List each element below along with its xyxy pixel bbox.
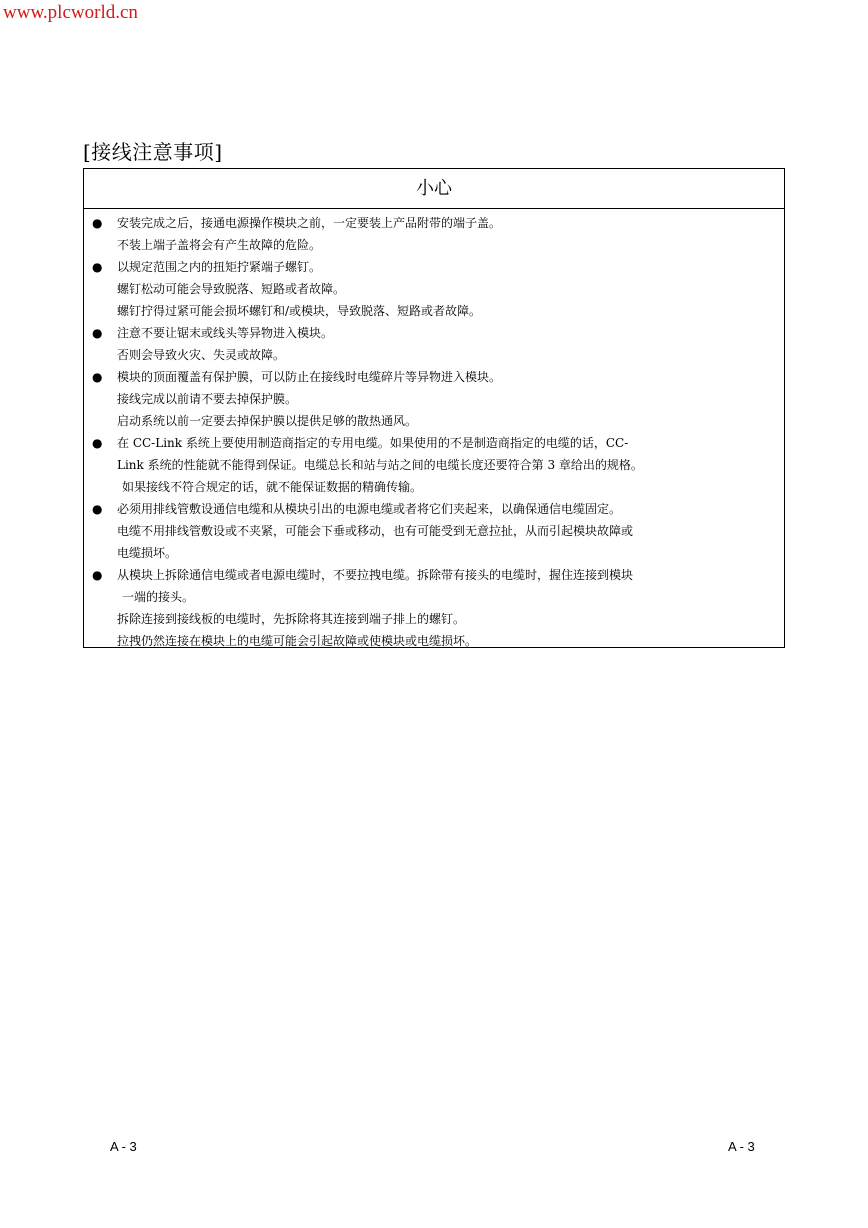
caution-line: 必须用排线管敷设通信电缆和从模块引出的电源电缆或者将它们夹起来，以确保通信电缆固定。 bbox=[117, 502, 622, 516]
bullet-icon: ● bbox=[92, 370, 103, 384]
caution-line: 从模块上拆除通信电缆或者电源电缆时，不要拉拽电缆。拆除带有接头的电缆时，握住连接到模块 bbox=[117, 568, 634, 582]
caution-line: 注意不要让锯末或线头等异物进入模块。 bbox=[117, 326, 334, 340]
caution-item bbox=[92, 432, 776, 498]
page-number-left: A - 3 bbox=[110, 1139, 137, 1154]
caution-item bbox=[92, 322, 776, 366]
caution-line: 以规定范围之内的扭矩拧紧端子螺钉。 bbox=[117, 260, 322, 274]
caution-line: 拆除连接到接线板的电缆时，先拆除将其连接到端子排上的螺钉。 bbox=[117, 612, 466, 626]
bullet-icon: ● bbox=[92, 502, 103, 516]
bullet-icon: ● bbox=[92, 216, 103, 230]
caution-item bbox=[92, 564, 776, 652]
caution-line: Link 系统的性能就不能得到保证。电缆总长和站与站之间的电缆长度还要符合第 3 章给出的规格。 bbox=[117, 458, 643, 472]
caution-line: 如果接线不符合规定的话，就不能保证数据的精确传输。 bbox=[122, 480, 423, 494]
bullet-icon: ● bbox=[92, 326, 103, 340]
bullet-icon: ● bbox=[92, 436, 103, 450]
caution-line: 螺钉拧得过紧可能会损坏螺钉和/或模块，导致脱落、短路或者故障。 bbox=[117, 304, 482, 318]
caution-line: 电缆损坏。 bbox=[117, 546, 178, 560]
bullet-icon: ● bbox=[92, 260, 103, 274]
caution-line: 螺钉松动可能会导致脱落、短路或者故障。 bbox=[117, 282, 346, 296]
caution-header: 小心 bbox=[84, 169, 784, 209]
caution-line: 电缆不用排线管敷设或不夹紧，可能会下垂或移动，也有可能受到无意拉扯，从而引起模块故障或 bbox=[117, 524, 634, 538]
caution-item bbox=[92, 256, 776, 322]
caution-box bbox=[83, 168, 785, 648]
caution-item bbox=[92, 366, 776, 432]
watermark-url: www.plcworld.cn bbox=[3, 2, 138, 23]
caution-line: 安装完成之后，接通电源操作模块之前，一定要装上产品附带的端子盖。 bbox=[117, 216, 502, 230]
caution-line: 不装上端子盖将会有产生故障的危险。 bbox=[117, 238, 322, 252]
caution-item bbox=[92, 498, 776, 564]
caution-line: 启动系统以前一定要去掉保护膜以提供足够的散热通风。 bbox=[117, 414, 418, 428]
caution-line: 接线完成以前请不要去掉保护膜。 bbox=[117, 392, 298, 406]
caution-line: 否则会导致火灾、失灵或故障。 bbox=[117, 348, 286, 362]
caution-item bbox=[92, 212, 776, 256]
caution-line: 在 CC-Link 系统上要使用制造商指定的专用电缆。如果使用的不是制造商指定的电缆的话，CC- bbox=[117, 436, 629, 450]
bullet-icon: ● bbox=[92, 568, 103, 582]
caution-line: 模块的顶面覆盖有保护膜，可以防止在接线时电缆碎片等异物进入模块。 bbox=[117, 370, 502, 384]
section-title: [接线注意事项] bbox=[83, 140, 223, 164]
caution-line: 一端的接头。 bbox=[122, 590, 195, 604]
caution-line: 拉拽仍然连接在模块上的电缆可能会引起故障或使模块或电缆损坏。 bbox=[117, 634, 478, 648]
page-number-right: A - 3 bbox=[728, 1139, 755, 1154]
caution-body bbox=[84, 209, 784, 652]
